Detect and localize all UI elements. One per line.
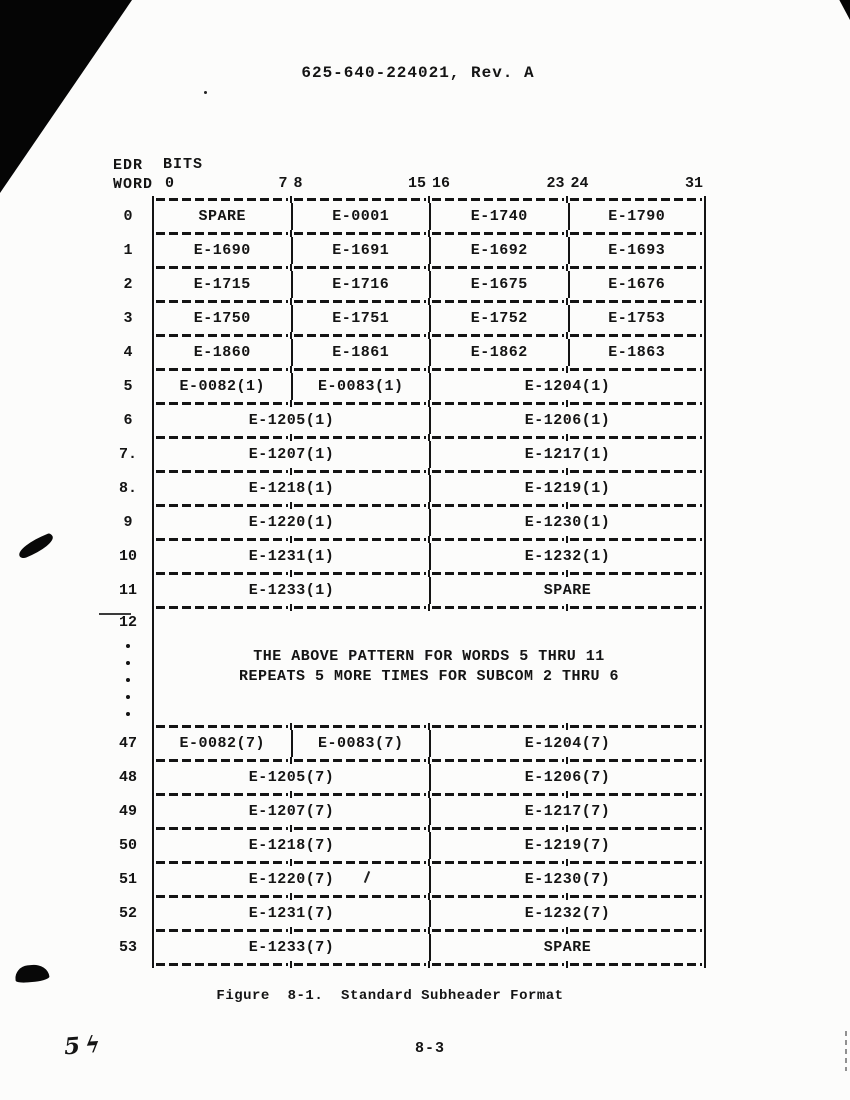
word-number-label: 51 xyxy=(118,871,137,888)
separator-segment xyxy=(428,570,566,577)
row-separator xyxy=(104,468,706,475)
table-row xyxy=(104,730,706,757)
separator-segment xyxy=(152,604,290,611)
separator-segment xyxy=(428,502,566,509)
word-number-label: 53 xyxy=(118,939,137,956)
table-cell: E-1691 xyxy=(291,237,430,264)
bit-tick: 15 xyxy=(407,175,426,192)
row-cells xyxy=(152,543,706,570)
separator-segment xyxy=(428,961,566,968)
table-row xyxy=(104,441,706,468)
word-number-label: 1 xyxy=(123,242,133,259)
table-cell: E-1204(7) xyxy=(429,730,706,757)
separator-segment xyxy=(428,536,566,543)
separator-segment xyxy=(566,825,706,832)
word-column-spacer xyxy=(104,332,152,339)
bit-ruler-segment xyxy=(429,175,568,193)
row-separator xyxy=(104,961,706,968)
note-row xyxy=(104,611,706,723)
row-separator xyxy=(104,434,706,441)
table-cell: E-1233(1) xyxy=(152,577,429,604)
table-row xyxy=(104,764,706,791)
row-cells xyxy=(152,730,706,757)
word-column-spacer xyxy=(104,230,152,237)
table-row xyxy=(104,373,706,400)
row-separator xyxy=(104,400,706,407)
bit-ruler-segment xyxy=(152,175,291,193)
word-number-label: 0 xyxy=(123,208,133,225)
separator-segment xyxy=(428,927,566,934)
table-row xyxy=(104,832,706,859)
separator-segment xyxy=(566,400,706,407)
table-row xyxy=(104,866,706,893)
repeat-note-cell xyxy=(152,611,706,723)
separator-segment xyxy=(290,502,428,509)
word-column-spacer xyxy=(104,927,152,934)
table-cell: E-1206(1) xyxy=(429,407,706,434)
row-cells xyxy=(152,237,706,264)
table-cell: E-1217(1) xyxy=(429,441,706,468)
word-column-spacer xyxy=(104,893,152,900)
word-number-label: 52 xyxy=(118,905,137,922)
repeat-note-line: REPEATS 5 MORE TIMES FOR SUBCOM 2 THRU 6 xyxy=(238,668,620,685)
table-row xyxy=(104,543,706,570)
word-column-spacer xyxy=(104,264,152,271)
table-cell: E-1863 xyxy=(568,339,707,366)
word-column-spacer xyxy=(104,400,152,407)
table-cell: E-1232(1) xyxy=(429,543,706,570)
table-row xyxy=(104,339,706,366)
page-number: 8-3 xyxy=(414,1040,445,1057)
row-separator xyxy=(104,927,706,934)
separator-segment xyxy=(566,927,706,934)
word-number-label: 4 xyxy=(123,344,133,361)
bit-tick: 7 xyxy=(278,175,288,192)
separator-segment xyxy=(290,791,428,798)
word-column-spacer xyxy=(104,825,152,832)
bit-ruler-segment xyxy=(568,175,707,193)
word-number-label: 9 xyxy=(123,514,133,531)
separator-segment xyxy=(152,196,290,203)
table-row xyxy=(104,509,706,536)
table-row xyxy=(104,237,706,264)
separator-segment xyxy=(152,502,290,509)
row-cells xyxy=(152,305,706,332)
word-number-label: 49 xyxy=(118,803,137,820)
separator-segment xyxy=(290,230,428,237)
word-number-label: 2 xyxy=(123,276,133,293)
separator-segment xyxy=(152,298,290,305)
separator-segment xyxy=(290,400,428,407)
row-cells xyxy=(152,934,706,961)
separator-segment xyxy=(428,434,566,441)
table-cell: E-1217(7) xyxy=(429,798,706,825)
edr-label: EDR xyxy=(113,157,144,174)
separator-segment xyxy=(152,961,290,968)
bit-ruler xyxy=(152,175,706,193)
table-cell: SPARE xyxy=(429,577,706,604)
corner-mark-artifact xyxy=(837,0,850,20)
row-cells xyxy=(152,866,706,893)
table-cell: E-1204(1) xyxy=(429,373,706,400)
word-number-label: 47 xyxy=(118,735,137,752)
table-cell: E-1862 xyxy=(429,339,568,366)
separator-segment xyxy=(428,230,566,237)
row-separator xyxy=(104,230,706,237)
table-cell: SPARE xyxy=(429,934,706,961)
word-number-label: 8. xyxy=(118,480,137,497)
table-cell: E-0083(1) xyxy=(291,373,430,400)
separator-segment xyxy=(566,791,706,798)
word-column-spacer xyxy=(104,468,152,475)
row-separator xyxy=(104,536,706,543)
separator-segment xyxy=(290,893,428,900)
separator-segment xyxy=(566,468,706,475)
separator-segment xyxy=(290,723,428,730)
separator-segment xyxy=(566,502,706,509)
table-cell: E-1740 xyxy=(429,203,568,230)
table-cell: E-1676 xyxy=(568,271,707,298)
word-column-spacer xyxy=(104,757,152,764)
separator-segment xyxy=(290,264,428,271)
separator-segment xyxy=(152,536,290,543)
row-cells xyxy=(152,900,706,927)
separator-segment xyxy=(290,298,428,305)
separator-segment xyxy=(566,859,706,866)
row-cells xyxy=(152,203,706,230)
table-cell: E-1753 xyxy=(568,305,707,332)
separator-segment xyxy=(290,927,428,934)
ink-blob-artifact xyxy=(14,963,50,983)
word-label-heading: WORD xyxy=(113,176,154,193)
row-cells xyxy=(152,577,706,604)
separator-segment xyxy=(152,570,290,577)
word-number-label xyxy=(104,611,152,723)
word-number-label: 7. xyxy=(118,446,137,463)
table-row xyxy=(104,305,706,332)
table-row xyxy=(104,900,706,927)
row-separator xyxy=(104,570,706,577)
separator-segment xyxy=(566,434,706,441)
separator-segment xyxy=(566,961,706,968)
table-row xyxy=(104,203,706,230)
table-cell: E-1205(7) xyxy=(152,764,429,791)
separator-segment xyxy=(428,468,566,475)
ellipsis-dot xyxy=(126,695,130,699)
table-cell: E-1715 xyxy=(152,271,291,298)
separator-segment xyxy=(290,536,428,543)
table-cell: E-1790 xyxy=(568,203,707,230)
table-cell: E-1233(7) xyxy=(152,934,429,961)
subheader-format-table xyxy=(104,196,706,968)
table-row xyxy=(104,934,706,961)
separator-segment xyxy=(152,332,290,339)
word-column-spacer xyxy=(104,570,152,577)
word-column-spacer xyxy=(104,791,152,798)
row-cells xyxy=(152,798,706,825)
table-cell: E-1218(1) xyxy=(152,475,429,502)
separator-segment xyxy=(428,298,566,305)
separator-segment xyxy=(290,604,428,611)
table-cell: E-1675 xyxy=(429,271,568,298)
row-cells xyxy=(152,373,706,400)
separator-segment xyxy=(152,264,290,271)
table-cell: E-1861 xyxy=(291,339,430,366)
separator-segment xyxy=(428,757,566,764)
separator-segment xyxy=(566,196,706,203)
separator-segment xyxy=(428,791,566,798)
separator-segment xyxy=(428,196,566,203)
row-separator xyxy=(104,366,706,373)
figure-caption: Figure 8-1. Standard Subheader Format xyxy=(216,988,564,1004)
row-cells xyxy=(152,441,706,468)
row-separator xyxy=(104,604,706,611)
separator-segment xyxy=(152,859,290,866)
word-number-label: 50 xyxy=(118,837,137,854)
repeat-note-line: THE ABOVE PATTERN FOR WORDS 5 THRU 11 xyxy=(253,648,605,665)
row-cells xyxy=(152,475,706,502)
table-cell: E-1692 xyxy=(429,237,568,264)
separator-segment xyxy=(566,604,706,611)
word-column-spacer xyxy=(104,502,152,509)
word-column-spacer xyxy=(104,366,152,373)
separator-segment xyxy=(290,825,428,832)
table-cell: E-1690 xyxy=(152,237,291,264)
ellipsis-dot xyxy=(126,712,130,716)
word-column-spacer xyxy=(104,604,152,611)
row-separator xyxy=(104,757,706,764)
separator-segment xyxy=(566,536,706,543)
table-cell: E-1751 xyxy=(291,305,430,332)
separator-segment xyxy=(566,366,706,373)
separator-segment xyxy=(290,859,428,866)
table-cell: E-0083(7) xyxy=(291,730,430,757)
separator-segment xyxy=(428,366,566,373)
separator-segment xyxy=(566,332,706,339)
document-number: 625-640-224021, Rev. A xyxy=(301,64,535,82)
separator-segment xyxy=(566,757,706,764)
row-cells xyxy=(152,611,706,723)
bit-tick: 23 xyxy=(546,175,565,192)
word-column-spacer xyxy=(104,723,152,730)
table-cell: E-1693 xyxy=(568,237,707,264)
separator-segment xyxy=(152,791,290,798)
ink-blob-artifact xyxy=(16,532,56,559)
separator-segment xyxy=(152,723,290,730)
separator-segment xyxy=(290,366,428,373)
separator-segment xyxy=(566,230,706,237)
row-separator xyxy=(104,502,706,509)
row-separator xyxy=(104,264,706,271)
row-separator xyxy=(104,825,706,832)
separator-segment xyxy=(566,893,706,900)
row-separator xyxy=(104,298,706,305)
table-cell: E-1750 xyxy=(152,305,291,332)
table-cell: E-1230(7) xyxy=(429,866,706,893)
table-cell: E-1752 xyxy=(429,305,568,332)
ink-speck-artifact xyxy=(204,91,207,94)
word-number-label: 5 xyxy=(123,378,133,395)
word-column-spacer xyxy=(104,298,152,305)
table-cell: E-1207(1) xyxy=(152,441,429,468)
separator-segment xyxy=(152,230,290,237)
table-row xyxy=(104,577,706,604)
table-cell: E-1231(7) xyxy=(152,900,429,927)
table-cell: E-1220(7) xyxy=(152,866,429,893)
separator-segment xyxy=(566,298,706,305)
table-cell: E-1231(1) xyxy=(152,543,429,570)
table-cell: E-1218(7) xyxy=(152,832,429,859)
word-number-label: 48 xyxy=(118,769,137,786)
table-cell: E-1716 xyxy=(291,271,430,298)
separator-segment xyxy=(290,570,428,577)
row-cells xyxy=(152,832,706,859)
table-cell: E-1219(1) xyxy=(429,475,706,502)
word-column-spacer xyxy=(104,434,152,441)
table-cell: E-1205(1) xyxy=(152,407,429,434)
table-cell: E-1220(1) xyxy=(152,509,429,536)
separator-segment xyxy=(290,757,428,764)
separator-segment xyxy=(152,757,290,764)
separator-segment xyxy=(290,434,428,441)
word-column-spacer xyxy=(104,536,152,543)
row-separator xyxy=(104,723,706,730)
row-separator xyxy=(104,893,706,900)
word-column-spacer xyxy=(104,859,152,866)
ellipsis-dot xyxy=(126,644,130,648)
bit-ruler-segment xyxy=(291,175,430,193)
word-number-label: 10 xyxy=(118,548,137,565)
separator-segment xyxy=(428,400,566,407)
bits-label: BITS xyxy=(163,156,204,173)
row-cells xyxy=(152,509,706,536)
table-cell: E-0001 xyxy=(291,203,430,230)
separator-segment xyxy=(152,825,290,832)
row-separator xyxy=(104,332,706,339)
row-separator xyxy=(104,791,706,798)
separator-segment xyxy=(428,723,566,730)
separator-segment xyxy=(428,893,566,900)
separator-segment xyxy=(428,264,566,271)
separator-segment xyxy=(428,825,566,832)
row-cells xyxy=(152,339,706,366)
separator-segment xyxy=(152,434,290,441)
bit-tick: 8 xyxy=(293,175,303,192)
separator-segment xyxy=(290,332,428,339)
handwritten-mark: 5ϟ xyxy=(63,1030,107,1061)
row-cells xyxy=(152,407,706,434)
row-cells xyxy=(152,764,706,791)
table-cell: E-1860 xyxy=(152,339,291,366)
bit-tick: 0 xyxy=(165,175,175,192)
separator-segment xyxy=(290,961,428,968)
table-cell: E-0082(1) xyxy=(152,373,291,400)
separator-segment xyxy=(566,264,706,271)
separator-segment xyxy=(290,196,428,203)
separator-segment xyxy=(290,468,428,475)
row-cells xyxy=(152,271,706,298)
word-column-spacer xyxy=(104,961,152,968)
separator-segment xyxy=(428,332,566,339)
ellipsis-dot xyxy=(126,661,130,665)
table-row xyxy=(104,798,706,825)
table-cell: E-1232(7) xyxy=(429,900,706,927)
table-row xyxy=(104,475,706,502)
table-cell: E-0082(7) xyxy=(152,730,291,757)
separator-segment xyxy=(152,893,290,900)
row-separator xyxy=(104,196,706,203)
word-column-spacer xyxy=(104,196,152,203)
separator-segment xyxy=(152,468,290,475)
separator-segment xyxy=(152,927,290,934)
separator-segment xyxy=(152,366,290,373)
edr-word-label xyxy=(104,156,153,194)
table-cell: E-1206(7) xyxy=(429,764,706,791)
separator-segment xyxy=(566,723,706,730)
separator-segment xyxy=(152,400,290,407)
table-cell: E-1230(1) xyxy=(429,509,706,536)
word-number-label: 6 xyxy=(123,412,133,429)
word-number-label: 11 xyxy=(118,582,137,599)
table-cell: E-1219(7) xyxy=(429,832,706,859)
table-row xyxy=(104,407,706,434)
bit-tick: 24 xyxy=(570,175,589,192)
table-cell: E-1207(7) xyxy=(152,798,429,825)
bit-tick: 16 xyxy=(432,175,451,192)
separator-segment xyxy=(566,570,706,577)
row-separator xyxy=(104,859,706,866)
table-cell: SPARE xyxy=(152,203,291,230)
word-number: 12 xyxy=(118,614,137,631)
bit-tick: 31 xyxy=(684,175,703,192)
ellipsis-dot xyxy=(126,678,130,682)
table-row xyxy=(104,271,706,298)
separator-segment xyxy=(428,859,566,866)
word-number-label: 3 xyxy=(123,310,133,327)
separator-segment xyxy=(428,604,566,611)
